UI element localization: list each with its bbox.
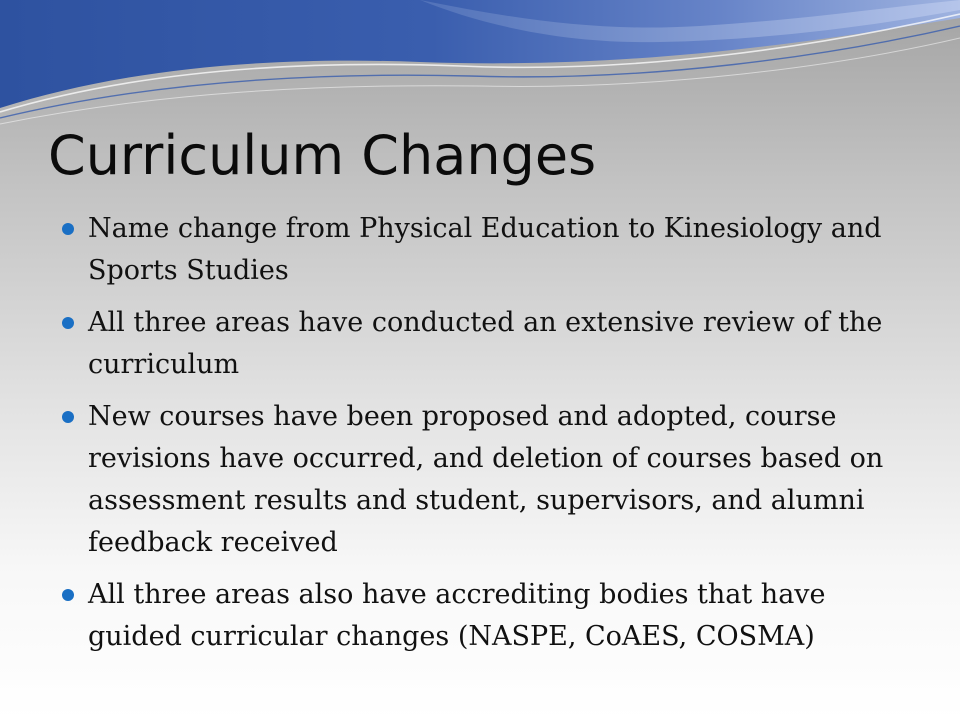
bullet-item xyxy=(62,396,912,564)
bullet-text: All three areas also have accrediting bodies that have guided curricular changes (NASPE, CoAES, COSMA) xyxy=(88,579,826,652)
bullet-item xyxy=(62,574,912,658)
bullet-dot-icon xyxy=(62,411,74,423)
slide-title: Curriculum Changes xyxy=(48,124,597,187)
bullet-dot-icon xyxy=(62,589,74,601)
bullet-dot-icon xyxy=(62,317,74,329)
bullet-item xyxy=(62,208,912,292)
bullet-text: New courses have been proposed and adopted, course revisions have occurred, and deletion of courses based on assessment results and student, supervisors, and alumni feedback received xyxy=(88,401,884,558)
bullet-list xyxy=(62,208,912,668)
header-wave-decoration xyxy=(0,0,960,130)
bullet-text: All three areas have conducted an extensive review of the curriculum xyxy=(88,307,883,380)
bullet-item xyxy=(62,302,912,386)
bullet-dot-icon xyxy=(62,223,74,235)
bullet-text: Name change from Physical Education to Kinesiology and Sports Studies xyxy=(88,213,882,286)
